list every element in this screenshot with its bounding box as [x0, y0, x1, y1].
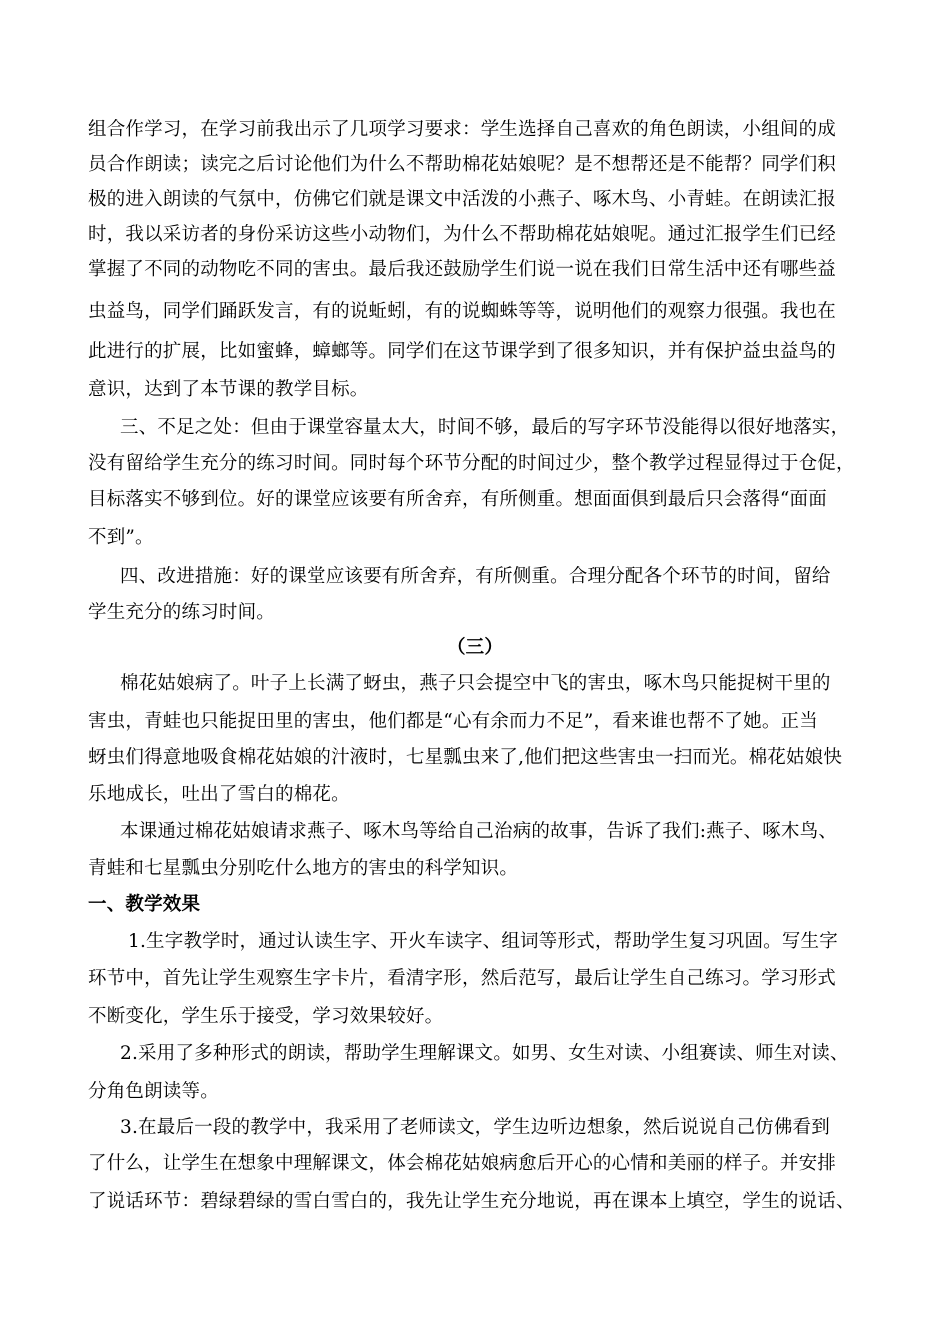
text-line: 了说话环节：碧绿碧绿的雪白雪白的，我先让学生充分地说，再在课本上填空，学生的说话、 [88, 1191, 855, 1212]
paragraph-story: 棉花姑娘病了。叶子上长满了蚜虫，燕子只会提空中飞的害虫，啄木鸟只能捉树干里的 [120, 673, 831, 694]
section-title: （三） [446, 637, 504, 658]
text-line: 了什么，让学生在想象中理解课文，体会棉花姑娘病愈后开心的心情和美丽的样子。并安排 [88, 1153, 837, 1174]
text-line: 极的进入朗读的气氛中，仿佛它们就是课文中活泼的小燕子、啄木鸟、小青蛙。在朗读汇报 [88, 189, 837, 210]
text-line: 意识，达到了本节课的教学目标。 [88, 379, 369, 400]
list-item-2: 2.采用了多种形式的朗读，帮助学生理解课文。如男、女生对读、小组赛读、师生对读、 [120, 1043, 849, 1064]
text-line: 乐地成长，吐出了雪白的棉花。 [88, 784, 350, 805]
text-line: 员合作朗读；读完之后讨论他们为什么不帮助棉花姑娘呢？是不想帮还是不能帮？同学们积 [88, 154, 837, 175]
text-line: 此进行的扩展，比如蜜蜂，蟑螂等。同学们在这节课学到了很多知识，并有保护益虫益鸟的 [88, 341, 837, 362]
text-line: 不断变化，学生乐于接受，学习效果较好。 [88, 1006, 444, 1027]
list-item-1: 1.生字教学时，通过认读生字、开火车读字、组词等形式，帮助学生复习巩固。写生字 [128, 931, 838, 952]
text-line: 虫益鸟，同学们踊跃发言，有的说蚯蚓，有的说蜘蛛等等，说明他们的观察力很强。我也在 [88, 301, 837, 322]
paragraph-shortcomings: 三、不足之处：但由于课堂容量太大，时间不够，最后的写字环节没能得以很好地落实， [120, 417, 850, 438]
text-line: 学生充分的练习时间。 [88, 602, 276, 623]
list-item-3: 3.在最后一段的教学中，我采用了老师读文，学生边听边想象，然后说说自己仿佛看到 [120, 1117, 830, 1138]
text-line: 不到”。 [88, 527, 154, 548]
paragraph-improvements: 四、改进措施：好的课堂应该要有所舍弃，有所侧重。合理分配各个环节的时间，留给 [120, 566, 831, 587]
heading-teaching-effect: 一、教学效果 [88, 894, 201, 915]
text-line: 没有留给学生充分的练习时间。同时每个环节分配的时间过少，整个教学过程显得过于仓促， [88, 453, 855, 474]
text-line: 时，我以采访者的身份采访这些小动物们，为什么不帮助棉花姑娘呢。通过汇报学生们已经 [88, 224, 837, 245]
text-line: 蚜虫们得意地吸食棉花姑娘的汁液时，七星瓢虫来了,他们把这些害虫一扫而光。棉花姑娘快 [88, 747, 843, 768]
text-line: 组合作学习，在学习前我出示了几项学习要求：学生选择自己喜欢的角色朗读，小组间的成 [88, 119, 837, 140]
text-line: 分角色朗读等。 [88, 1081, 219, 1102]
paragraph-summary: 本课通过棉花姑娘请求燕子、啄木鸟等给自己治病的故事，告诉了我们:燕子、啄木鸟、 [120, 821, 838, 842]
text-line: 掌握了不同的动物吃不同的害虫。最后我还鼓励学生们说一说在我们日常生活中还有哪些益 [88, 259, 837, 280]
text-line: 环节中，首先让学生观察生字卡片，看清字形，然后范写，最后让学生自己练习。学习形式 [88, 968, 837, 989]
text-line: 害虫，青蛙也只能捉田里的害虫，他们都是“心有余而力不足”，看来谁也帮不了她。正当 [88, 711, 818, 732]
text-line: 青蛙和七星瓢虫分别吃什么地方的害虫的科学知识。 [88, 858, 519, 879]
text-line: 目标落实不够到位。好的课堂应该要有所舍弃，有所侧重。想面面俱到最后只会落得“面面 [88, 489, 827, 510]
